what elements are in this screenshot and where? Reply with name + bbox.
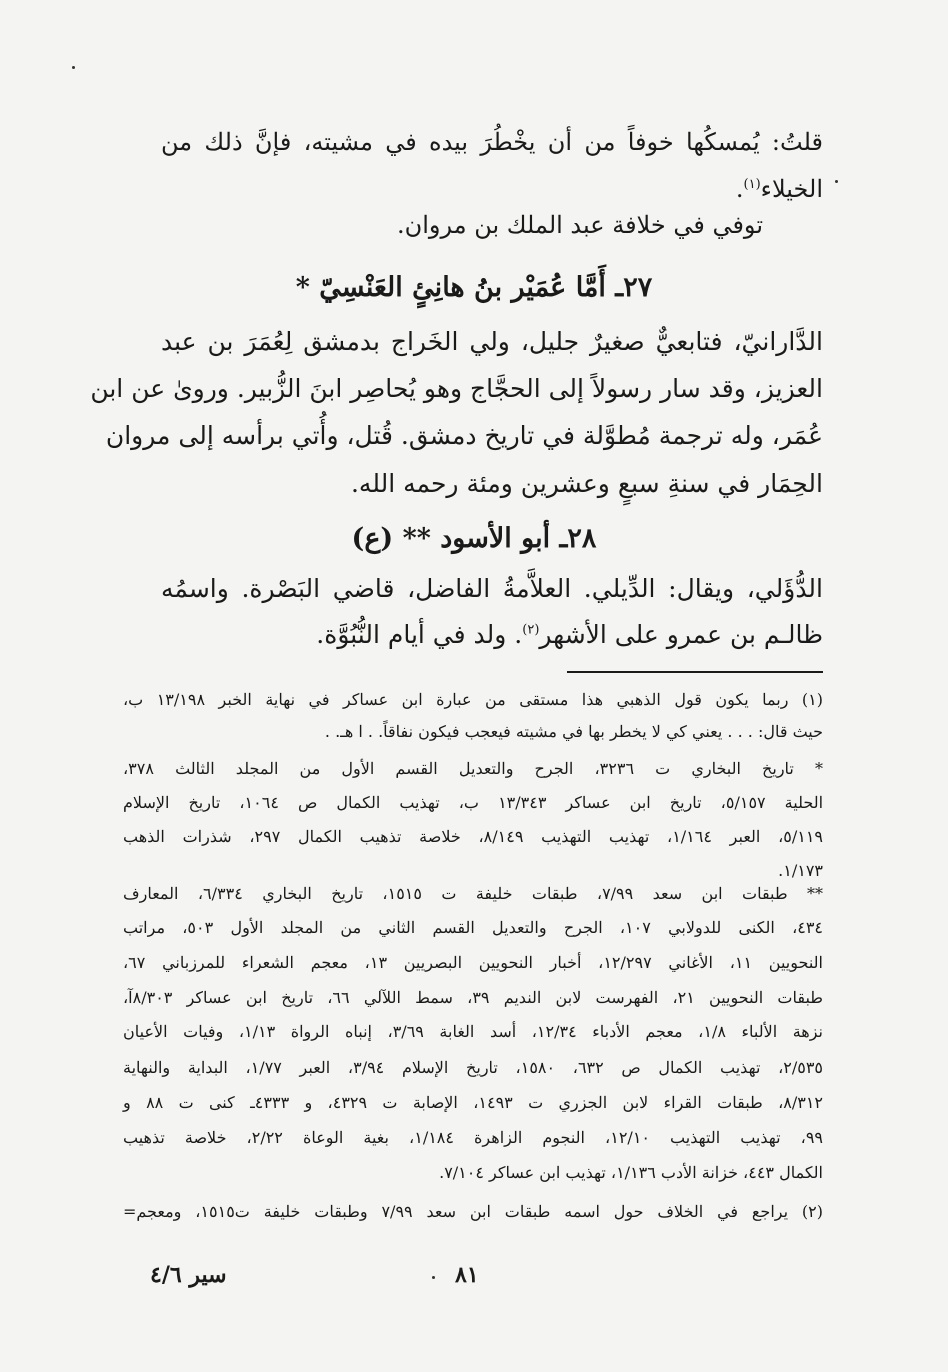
starnote2-line3: النحويين ١١، الأغاني ١٢/٢٩٧، أخبار النحويين البصريين ١٣، معجم الشعراء للمرزباني ٦٧،	[123, 953, 823, 972]
volume-signature: سير ٤/٦	[150, 1262, 227, 1288]
starnote2-line8: ٩٩، تهذيب التهذيب ١٢/١٠، النجوم الزاهرة ١/١٨٤، بغية الوعاة ٢/٢٢، خلاصة تذهيب	[123, 1128, 824, 1147]
starnote2-line4: طبقات النحويين ٢١، الفهرست لابن النديم ٣٩، سمط اللآلي ٦٦، تاريخ ابن عساكر ٨/٣٠٣آ،	[123, 988, 824, 1007]
scan-speck	[432, 1276, 435, 1279]
footnote1-line2: حيث قال: . . . يعني كي لا يخطر بها في مشيته فيعجب فيكون نفاقاً. . ا هـ. .	[324, 722, 823, 741]
starnote2-line7: ٨/٣١٢، طبقات القراء لابن الجزري ت ١٤٩٣، الإصابة ت ٤٣٢٩، و ٤٣٣٣ـ كنى ت ٨٨ و	[123, 1093, 824, 1112]
entry28-line2-b: . ولد في أيام النُّبُوَّة.	[316, 620, 523, 649]
starnote1-line3: ٥/١١٩، العبر ١/١٦٤، تهذيب التهذيب ٨/١٤٩، خلاصة تذهيب الكمال ٢٩٧، شذرات الذهب	[123, 827, 824, 846]
entry28-line2-a: ظالـم بن عمرو على الأشهر	[539, 620, 823, 649]
page-number: ٨١	[455, 1262, 479, 1288]
starnote1-line4: ١/١٧٣.	[778, 861, 823, 880]
starnote2-line6: ٢/٥٣٥، تهذيب الكمال ص ٦٣٢، ١٥٨٠، تاريخ الإسلام ٣/٩٤، العبر ١/٧٧، البداية والنهاية	[123, 1058, 824, 1077]
footnote-ref-2: (٢)	[522, 622, 540, 638]
entry28-line1: الدُّؤَلي، ويقال: الدِّيلي. العلاَّمةُ الفاضل، قاضي البَصْرة. واسمُه	[161, 574, 823, 603]
paragraph1-line1: قلتُ: يُمسكُها خوفاً من أن يخْطُرَ بيده في مشيته، فإنَّ ذلك من	[161, 128, 823, 156]
scan-speck	[835, 180, 838, 183]
footnote1-line1: (١) ربما يكون قول الذهبي هذا مستقى من عبارة ابن عساكر في نهاية الخبر ١٣/١٩٨ ب،	[123, 690, 823, 709]
paragraph1-line2-text: الخيلاء	[760, 175, 823, 203]
starnote2-line9: الكمال ٤٤٣، خزانة الأدب ١/١٣٦، تهذيب ابن عساكر ٧/١٠٤.	[439, 1163, 823, 1182]
entry27-line2: العزيز، وقد سار رسولاً إلى الحجَّاج وهو يُحاصِر ابنَ الزُّبير. وروىٰ عن ابن	[90, 374, 823, 403]
paragraph1-line3: توفي في خلافة عبد الملك بن مروان.	[396, 211, 763, 239]
entry27-heading: ٢٧ـ أَمَّا عُمَيْر بنُ هانِئٍ العَنْسِيّ *	[295, 272, 653, 303]
entry28-line2	[161, 620, 823, 649]
starnote1-line2: الحلية ٥/١٥٧، تاريخ ابن عساكر ١٣/٣٤٣ ب، تهذيب الكمال ص ١٠٦٤، تاريخ الإسلام	[123, 793, 824, 812]
starnote2-line2: ٤٣٤، الكنى للدولابي ١٠٧، الجرح والتعديل القسم الثاني من المجلد الأول ٥٠٣، مراتب	[123, 918, 824, 937]
footnote2-line1: (٢) يراجع في الخلاف حول اسمه طبقات ابن سعد ٧/٩٩ وطبقات خليفة ت١٥١٥، ومعجم=	[123, 1202, 823, 1221]
starnote1-line1: * تاريخ البخاري ت ٣٢٣٦، الجرح والتعديل القسم الأول من المجلد الثالث ٣٧٨،	[123, 759, 824, 778]
scan-speck	[72, 66, 75, 69]
entry27-line4: الحِمَار في سنةِ سبعٍ وعشرين ومئة رحمه الله.	[350, 469, 823, 498]
entry28-heading: ٢٨ـ أبو الأسود ** (ع)	[351, 523, 597, 554]
entry27-line3: عُمَر، وله ترجمة مُطوَّلة في تاريخ دمشق. قُتل، وأُتي برأسه إلى مروان	[105, 421, 823, 450]
footnote-ref-1: (١)	[743, 177, 761, 192]
footnote-separator	[567, 671, 823, 673]
entry27-line1: الدَّارانيّ، فتابعيٌّ صغيرٌ جليل، ولي الخَراج بدمشق لِعُمَرَ بن عبد	[161, 327, 823, 356]
starnote2-line5: نزهة الألباء ١/٨، معجم الأدباء ١٢/٣٤، أسد الغابة ٣/٦٩، إنباه الرواة ١/١٣، وفيات الأعيان	[123, 1022, 824, 1041]
paragraph1-line2: الخيلاء$^{(١)}$.	[735, 175, 823, 203]
starnote2-line1: ** طبقات ابن سعد ٧/٩٩، طبقات خليفة ت ١٥١٥، تاريخ البخاري ٦/٣٣٤، المعارف	[123, 884, 824, 903]
